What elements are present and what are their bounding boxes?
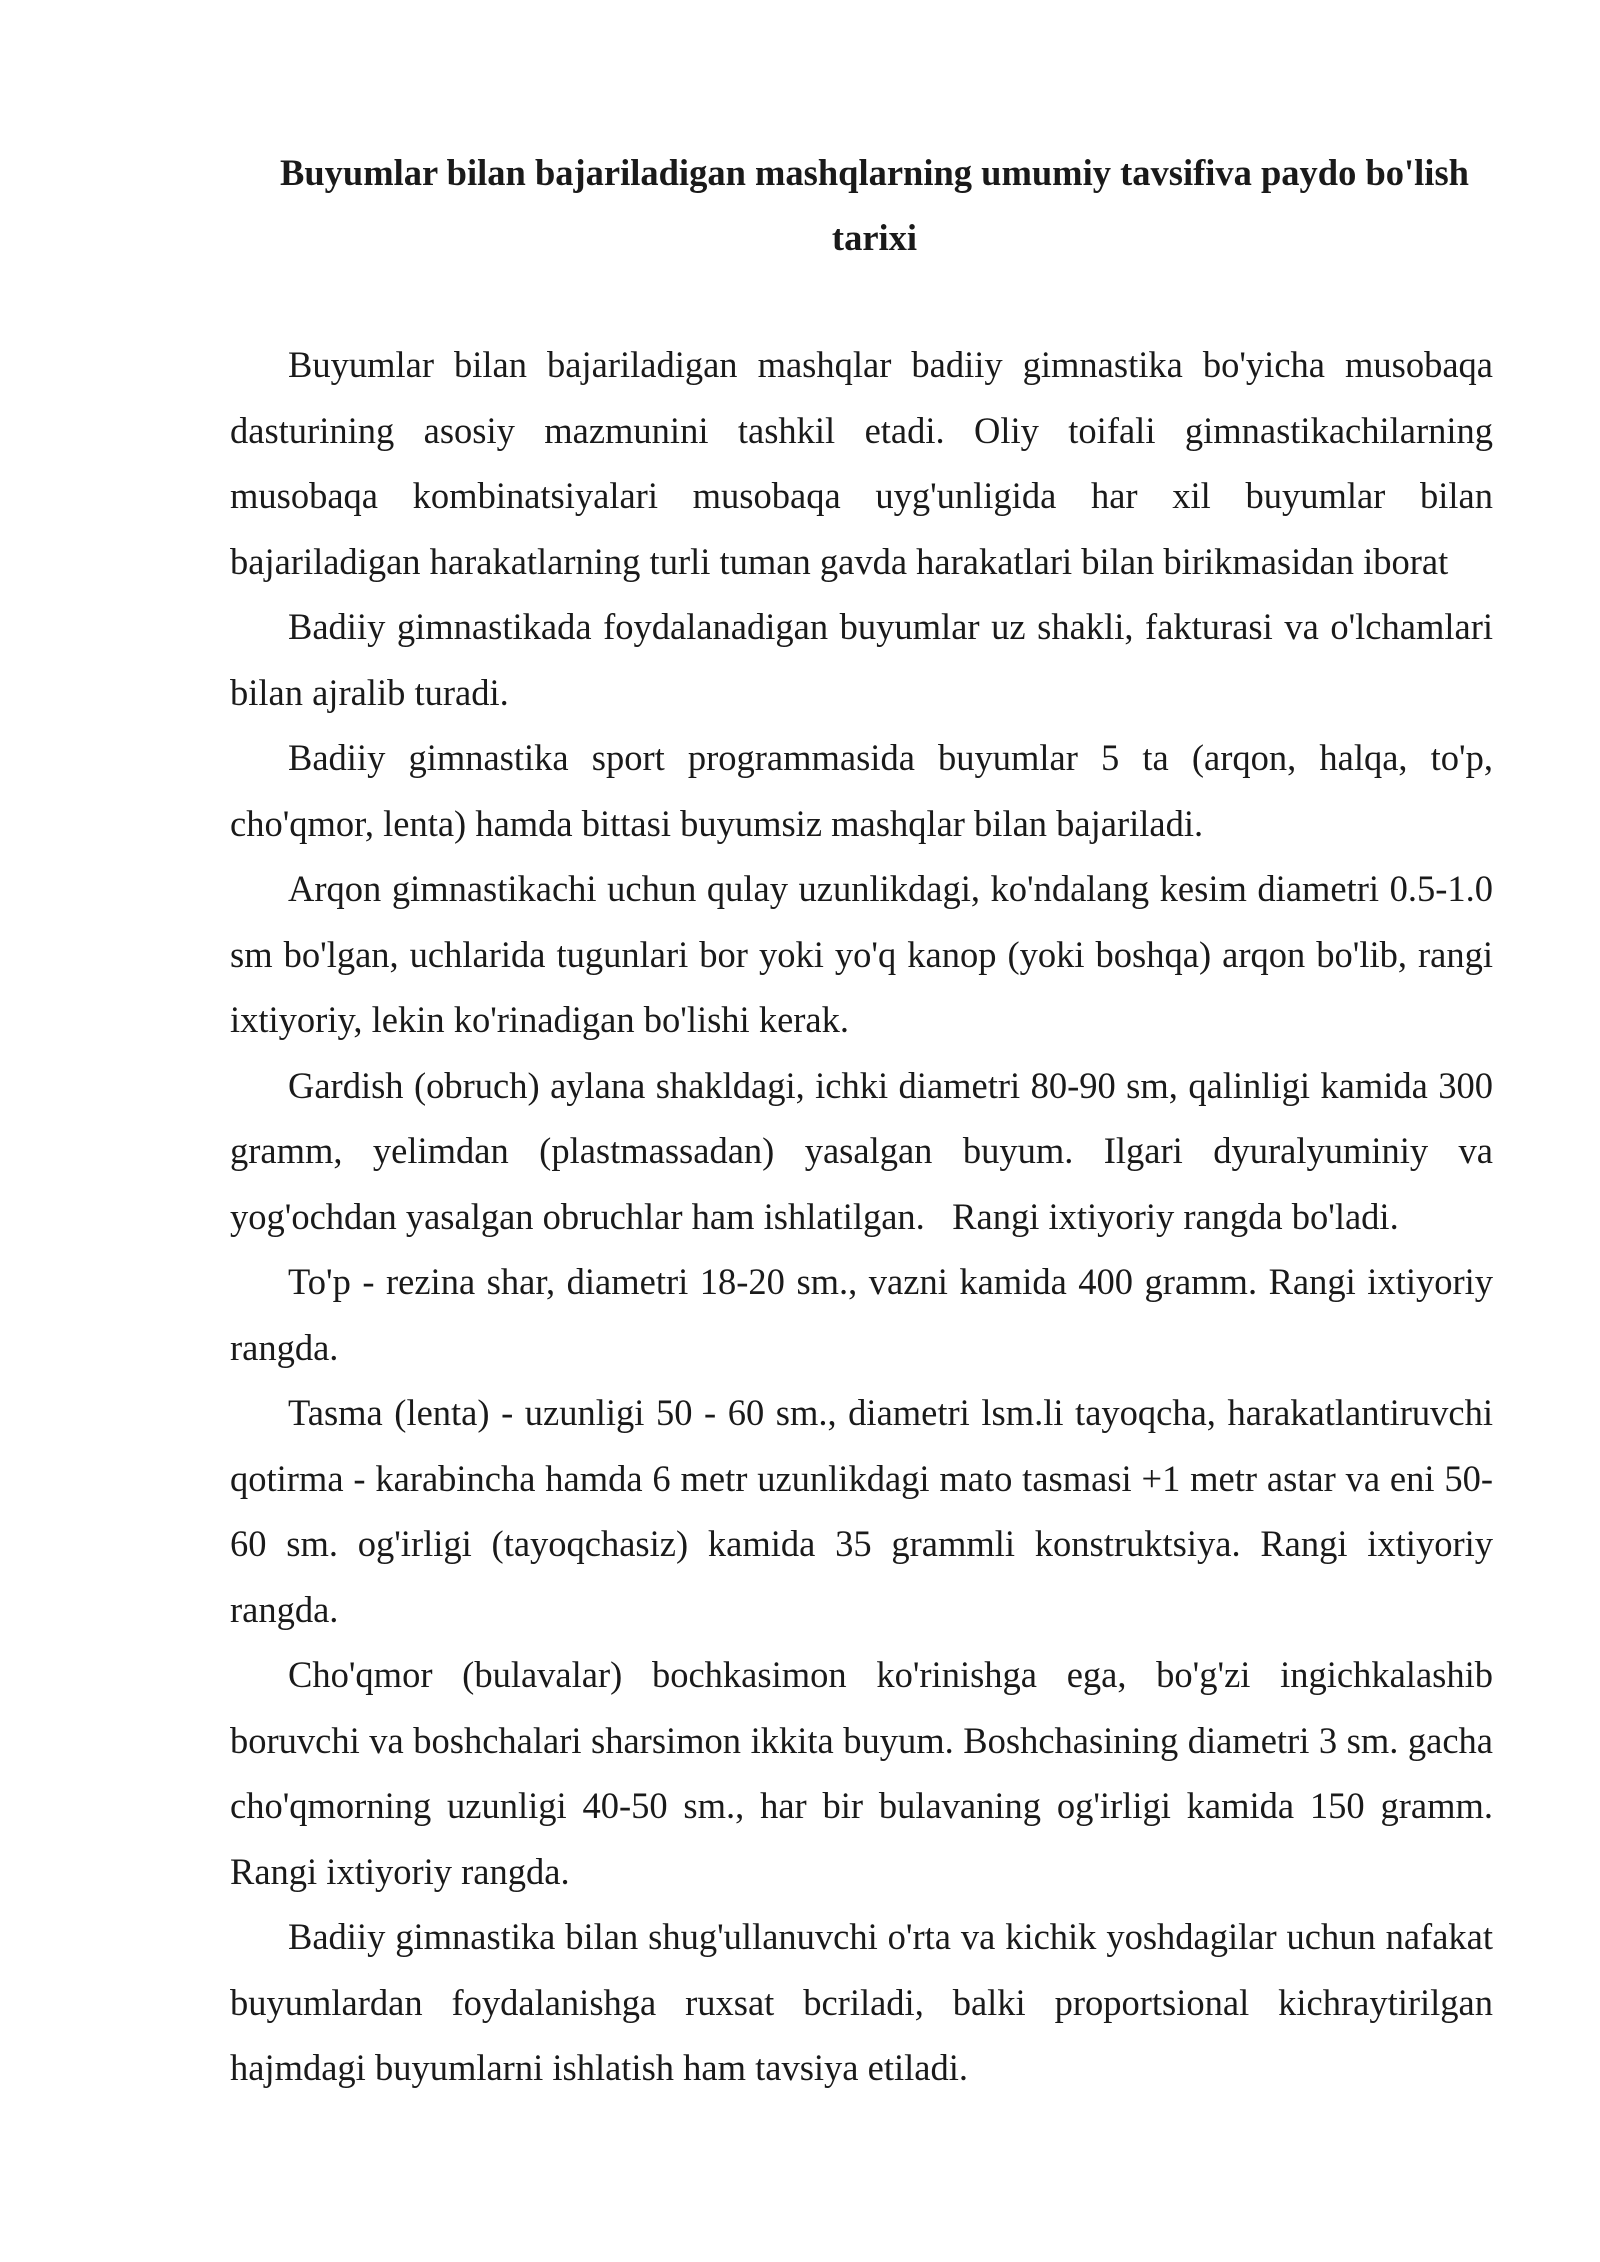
paragraph: Gardish (obruch) aylana shakldagi, ichki diametri 80-90 sm, qalinligi kamida 300 gramm, yelimdan (plastmassadan) yasalgan buyum. Ilgari dyuralyuminiy va yog'ochdan yasalgan obruchlar ham ishlatilgan. Rangi ixtiyoriy rangda bo'ladi.	[230, 1064, 1503, 1237]
paragraph: Badiiy gimnastika bilan shug'ullanuvchi o'rta va kichik yoshdagilar uchun nafakat buyumlardan foydalanishga ruxsat bcriladi, balki proportsional kichraytirilgan hajmdagi buyumlarni ishlatish ham tavsiya etiladi.	[230, 1916, 1493, 2088]
document-content	[230, 140, 1503, 2101]
document-title: Buyumlar bilan bajariladigan mashqlarning umumiy tavsifiva paydo bo'lish tarixi	[280, 152, 1469, 258]
paragraph: Buyumlar bilan bajariladigan mashqlar badiiy gimnastika bo'yicha musobaqa dasturining asosiy mazmunini tashkil etadi. Oliy toifali gimnastikachilarning musobaqa kombinatsiyalari musobaqa uyg'unligida har xil buyumlar bilan bajariladigan harakatlarning turli tuman gavda harakatlari bilan birikmasidan iborat	[230, 344, 1493, 582]
document-body	[230, 332, 1503, 2101]
paragraph: Badiiy gimnastika sport programmasida buyumlar 5 ta (arqon, halqa, to'p, cho'qmor, lenta) hamda bittasi buyumsiz mashqlar bilan bajariladi.	[230, 737, 1493, 844]
paragraph: Arqon gimnastikachi uchun qulay uzunlikdagi, ko'ndalang kesim diametri 0.5-1.0 sm bo'lgan, uchlarida tugunlari bor yoki yo'q kanop (yoki boshqa) arqon bo'lib, rangi ixtiyoriy, lekin ko'rinadigan bo'lishi kerak.	[230, 868, 1493, 1040]
paragraph: Tasma (lenta) - uzunligi 50 - 60 sm., diametri lsm.li tayoqcha, harakatlantiruvchi qotirma - karabincha hamda 6 metr uzunlikdagi mato tasmasi +1 metr astar va eni 50-60 sm. og'irligi (tayoqchasiz) kamida 35 grammli konstruktsiya. Rangi ixtiyoriy rangda.	[230, 1392, 1493, 1630]
paragraph: To'p - rezina shar, diametri 18-20 sm., vazni kamida 400 gramm. Rangi ixtiyoriy rangda.	[230, 1261, 1493, 1368]
paragraph: Badiiy gimnastikada foydalanadigan buyumlar uz shakli, fakturasi va o'lchamlari bilan ajralib turadi.	[230, 606, 1493, 713]
paragraph: Cho'qmor (bulavalar) bochkasimon ko'rinishga ega, bo'g'zi ingichkalashib boruvchi va boshchalari sharsimon ikkita buyum. Boshchasining diametri 3 sm. gacha cho'qmorning uzunligi 40-50 sm., har bir bulavaning og'irligi kamida 150 gramm. Rangi ixtiyoriy rangda.	[230, 1654, 1493, 1892]
